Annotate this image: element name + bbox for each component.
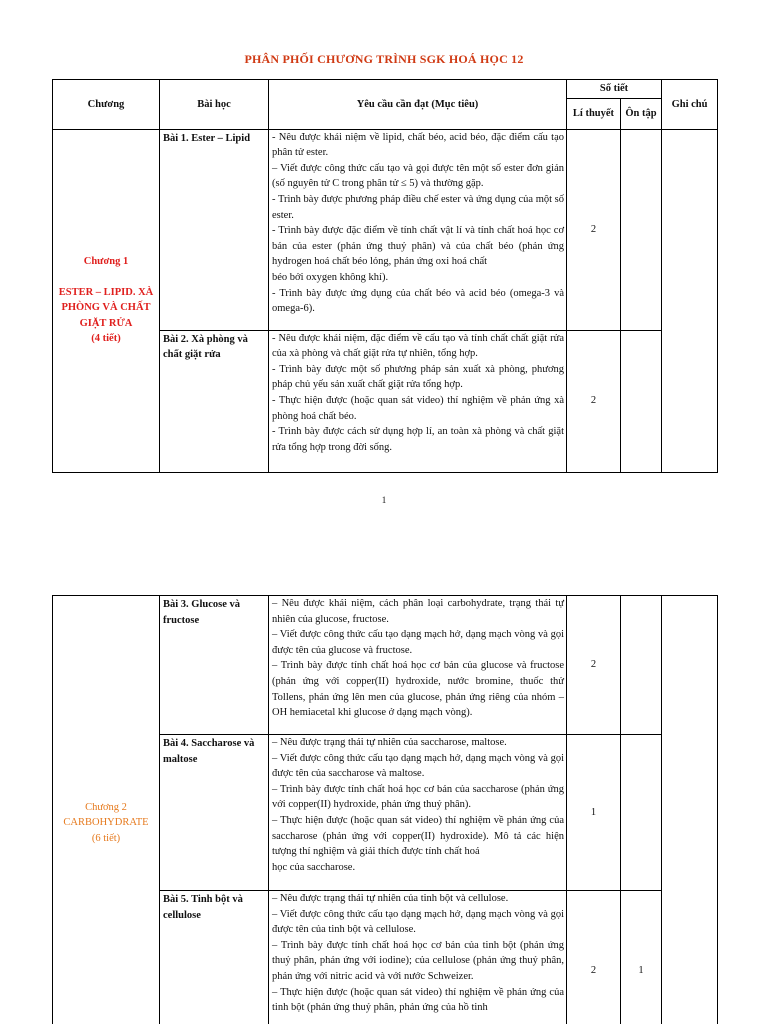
goal-item: – Trình bày được tính chất hoá học cơ bản của glucose và fructose (phản ứng với copper(II) hydroxide, nước bromine, thuốc thử Tollens, phản ứng lên men của glucose, phản ứng riêng của nhóm –OH hemiacetal khi glucose ở dạng mạch vòng).	[272, 660, 564, 719]
chapter-1-subtitle: ESTER – LIPID. XÀ PHÒNG VÀ CHẤT GIẶT RỬA	[58, 286, 154, 329]
goal-item: béo bởi oxygen không khí).	[272, 271, 389, 283]
header-chapter: Chương	[53, 80, 160, 130]
lesson-3-theory: 2	[567, 596, 621, 735]
lesson-3-goals	[269, 596, 567, 735]
goal-item: – Trình bày được tính chất hoá học cơ bản của tinh bột (phản ứng thuỷ phân, phản ứng với iodine); của cellulose (phản ứng thuỷ phân, phản ứng với nitric acid và với nước Schweizer.	[272, 939, 564, 982]
goal-item: – Thực hiện được (hoặc quan sát video) thí nghiệm về phản ứng của tinh bột (phản ứng thuỷ phân, phản ứng của hồ tinh	[272, 986, 564, 1014]
header-goals: Yêu cầu cần đạt (Mục tiêu)	[269, 80, 567, 130]
lesson-5-goals	[269, 891, 567, 1024]
header-periods: Số tiết	[567, 80, 662, 99]
goal-item: - Thực hiện được (hoặc quan sát video) thí nghiệm về phản ứng xà phòng hoá chất béo.	[272, 394, 564, 422]
lesson-2-goals	[269, 330, 567, 472]
table-row	[53, 596, 718, 735]
goal-item: – Nêu được trạng thái tự nhiên của tinh bột và cellulose.	[272, 893, 509, 904]
lesson-4-review	[621, 735, 662, 891]
chapter-1-name: Chương 1	[83, 256, 129, 268]
header-theory: Lí thuyết	[567, 98, 621, 129]
header-notes: Ghi chú	[662, 80, 718, 130]
goal-item: – Nêu được khái niệm, cách phân loại carbohydrate, trạng thái tự nhiên của glucose, fructose.	[272, 598, 564, 625]
page-2	[0, 595, 768, 1024]
lesson-4-name: Bài 4. Saccharose và maltose	[160, 735, 269, 891]
lesson-1-name: Bài 1. Ester – Lipid	[160, 129, 269, 330]
goal-item: - Trình bày được một số phương pháp sản xuất xà phòng, phương pháp chủ yếu sản xuất chất giặt rửa tổng hợp.	[272, 363, 564, 391]
lesson-5-theory: 2	[567, 891, 621, 1024]
lesson-1-review	[621, 129, 662, 330]
curriculum-table-page-2	[52, 595, 718, 1024]
document-title: PHÂN PHỐI CHƯƠNG TRÌNH SGK HOÁ HỌC 12	[244, 52, 524, 66]
chapter-2-periods: (6 tiết)	[91, 832, 121, 844]
goal-item: - Nêu được khái niệm, đặc điểm về cấu tạo và tính chất chất giặt rửa của xà phòng và chất giặt rửa tự nhiên, tổng hợp.	[272, 332, 564, 360]
goal-item: – Nêu được trạng thái tự nhiên của saccharose, maltose.	[272, 737, 507, 748]
goal-item: - Trình bày được đặc điểm về tính chất vật lí và tính chất hoá học cơ bản của ester (phản ứng thuỷ phân) và của chất béo (phản ứng hydrogen hoá chất béo lỏng, phản ứng oxi hoá chất	[272, 225, 564, 268]
chapter-1-cell	[53, 129, 160, 472]
chapter-1-notes	[662, 129, 718, 472]
lesson-3-review	[621, 596, 662, 735]
curriculum-table-page-1	[52, 79, 718, 473]
goal-item: – Thực hiện được (hoặc quan sát video) thí nghiệm về phản ứng của saccharose (phản ứng với copper(II) hydroxide). Mô tả các hiện tượng thí nghiệm và giải thích được tính chất hoá	[272, 814, 564, 858]
chapter-2-subtitle: CARBOHYDRATE	[63, 817, 149, 829]
lesson-4-theory: 1	[567, 735, 621, 891]
goal-item: – Viết được công thức cấu tạo và gọi được tên một số ester đơn giản (số nguyên tử C trong phân tử ≤ 5) và thường gặp.	[272, 162, 564, 190]
goal-item: học của saccharose.	[272, 861, 356, 873]
lesson-5-review: 1	[621, 891, 662, 1024]
chapter-2-notes	[662, 596, 718, 1024]
lesson-2-theory: 2	[567, 330, 621, 472]
goal-item: - Trình bày được phương pháp điều chế ester và ứng dụng của một số ester.	[272, 193, 564, 221]
lesson-5-name: Bài 5. Tinh bột và cellulose	[160, 891, 269, 1024]
chapter-2-name: Chương 2	[85, 801, 127, 813]
lesson-2-name: Bài 2. Xà phòng và chất giặt rửa	[160, 330, 269, 472]
chapter-2-cell	[53, 596, 160, 1024]
page-separator	[0, 525, 768, 595]
goal-item: - Nêu được khái niệm về lipid, chất béo, acid béo, đặc điểm cấu tạo phân tử ester.	[272, 131, 564, 159]
lesson-3-name: Bài 3. Glucose và fructose	[160, 596, 269, 735]
goal-item: – Viết được công thức cấu tạo dạng mạch hở, dạng mạch vòng và gọi được tên của tinh bột và cellulose.	[272, 908, 564, 936]
header-lesson: Bài học	[160, 80, 269, 130]
goal-item: – Trình bày được tính chất hoá học cơ bản của saccharose (phản ứng với copper(II) hydroxide, phản ứng thuỷ phân).	[272, 783, 564, 811]
goal-item: - Trình bày được ứng dụng của chất béo và acid béo (omega-3 và omega-6).	[272, 287, 564, 315]
goal-item: - Trình bày được cách sử dụng hợp lí, an toàn xà phòng và chất giặt rửa tổng hợp trong đời sống.	[272, 426, 564, 453]
lesson-2-review	[621, 330, 662, 472]
lesson-1-theory: 2	[567, 129, 621, 330]
lesson-1-goals	[269, 129, 567, 330]
goal-item: – Viết được công thức cấu tạo dạng mạch hở, dạng mạch vòng và gọi được tên của saccharose và maltose.	[272, 752, 564, 780]
lesson-4-goals	[269, 735, 567, 891]
page-number: 1	[381, 495, 387, 505]
goal-item: – Viết được công thức cấu tạo dạng mạch hở, dạng mạch vòng và gọi được tên của glucose và fructose.	[272, 629, 564, 656]
chapter-1-periods: (4 tiết)	[91, 333, 121, 345]
table-row	[53, 129, 718, 330]
header-review: Ôn tập	[621, 98, 662, 129]
